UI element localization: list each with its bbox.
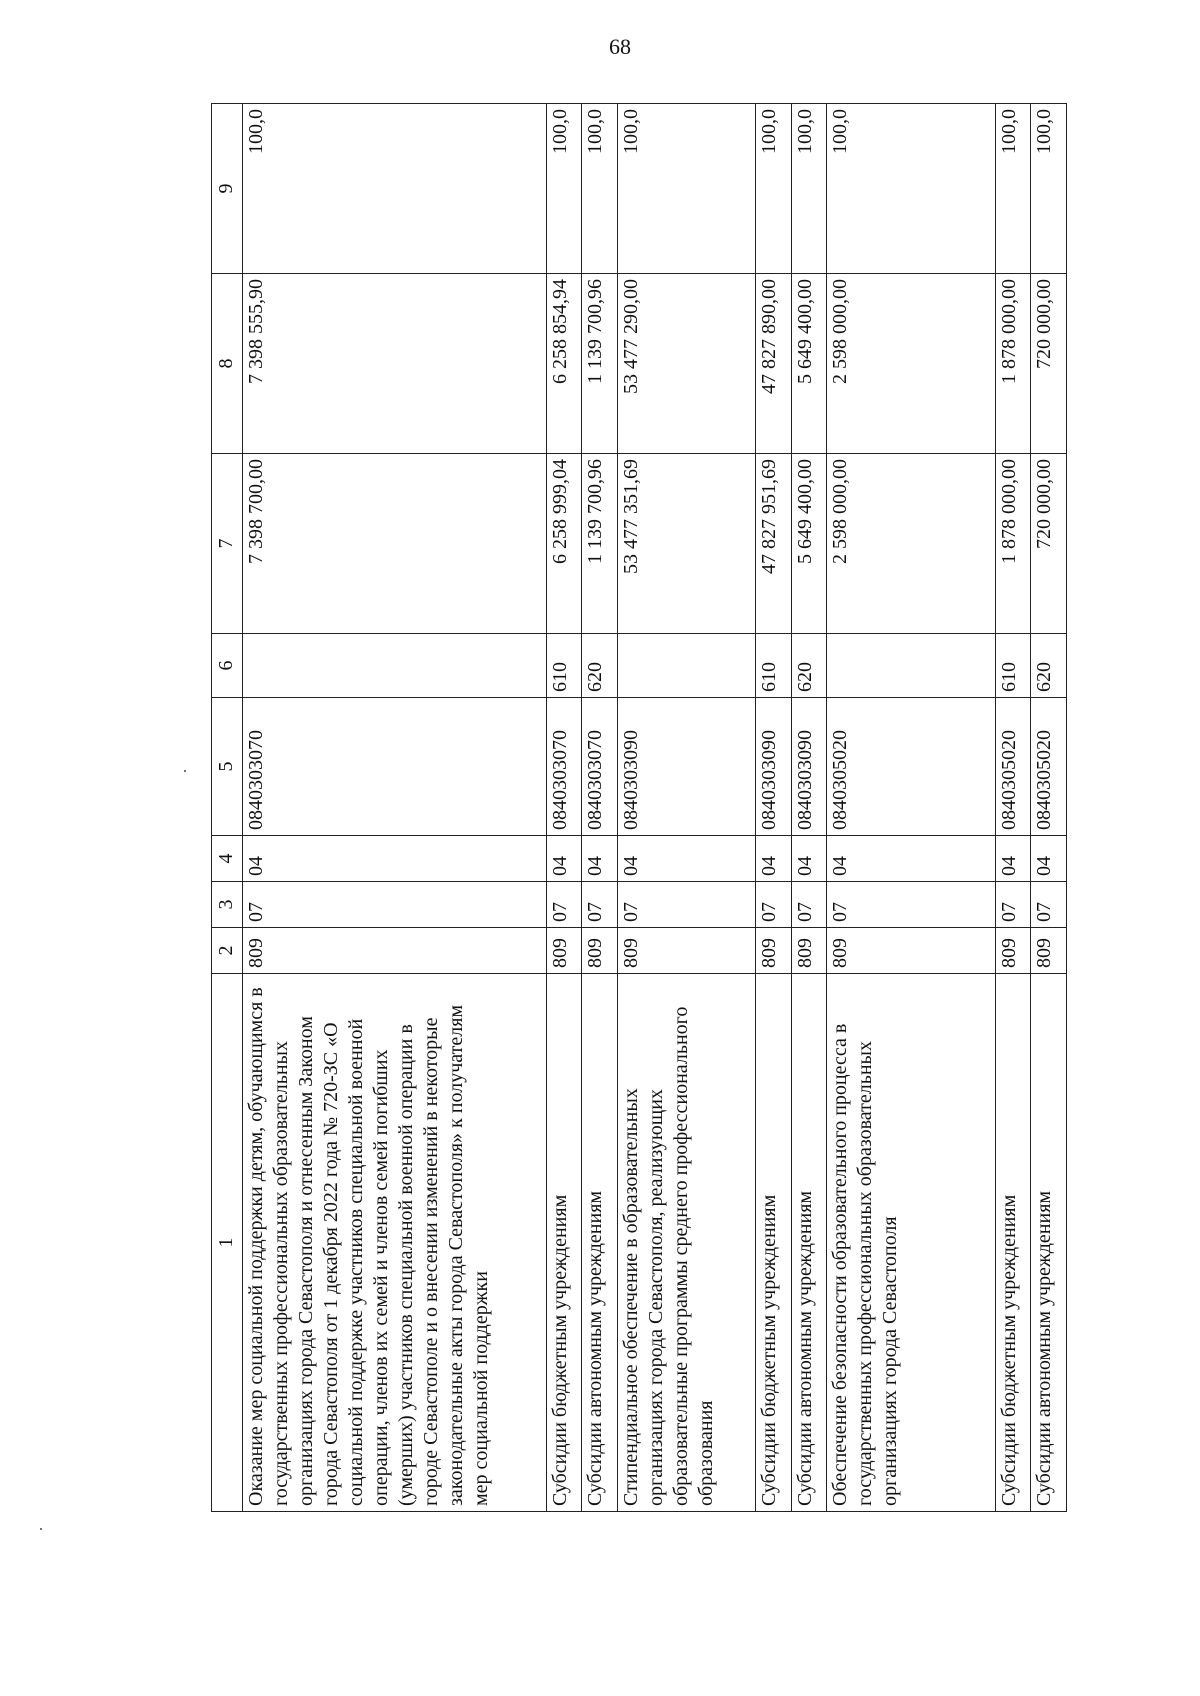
executed-amount: 5 649 400,00 <box>791 274 827 454</box>
table-row <box>827 104 995 1512</box>
row-description: Субсидии бюджетным учреждениям <box>546 974 582 1512</box>
execution-percent: 100,0 <box>582 104 618 274</box>
row-description: Субсидии бюджетным учреждениям <box>995 974 1031 1512</box>
executed-amount: 2 598 000,00 <box>827 274 995 454</box>
planned-amount: 2 598 000,00 <box>827 454 995 634</box>
column-header: 7 <box>212 454 243 634</box>
table-header-row <box>212 104 243 1512</box>
table-row <box>242 104 546 1512</box>
execution-percent: 100,0 <box>791 104 827 274</box>
execution-percent: 100,0 <box>617 104 756 274</box>
section-code: 07 <box>995 882 1031 928</box>
planned-amount: 1 139 700,96 <box>582 454 618 634</box>
planned-amount: 53 477 351,69 <box>617 454 756 634</box>
subsection-code: 04 <box>617 836 756 882</box>
ministry-code: 809 <box>1031 928 1067 974</box>
row-description: Субсидии автономным учреждениям <box>791 974 827 1512</box>
ministry-code: 809 <box>827 928 995 974</box>
planned-amount: 720 000,00 <box>1031 454 1067 634</box>
expense-type-code <box>617 634 756 698</box>
execution-percent: 100,0 <box>756 104 792 274</box>
expense-type-code: 610 <box>756 634 792 698</box>
execution-percent: 100,0 <box>995 104 1031 274</box>
column-header: 5 <box>212 698 243 836</box>
target-article-code: 0840303090 <box>617 698 756 836</box>
subsection-code: 04 <box>995 836 1031 882</box>
table-row <box>791 104 827 1512</box>
executed-amount: 1 878 000,00 <box>995 274 1031 454</box>
column-header: 8 <box>212 274 243 454</box>
expense-type-code: 620 <box>791 634 827 698</box>
target-article-code: 0840303070 <box>582 698 618 836</box>
table-row <box>617 104 756 1512</box>
ministry-code: 809 <box>242 928 546 974</box>
expense-type-code <box>242 634 546 698</box>
column-header: 6 <box>212 634 243 698</box>
section-code: 07 <box>617 882 756 928</box>
subsection-code: 04 <box>582 836 618 882</box>
ministry-code: 809 <box>546 928 582 974</box>
planned-amount: 6 258 999,04 <box>546 454 582 634</box>
ministry-code: 809 <box>617 928 756 974</box>
ministry-code: 809 <box>791 928 827 974</box>
executed-amount: 1 139 700,96 <box>582 274 618 454</box>
target-article-code: 0840305020 <box>995 698 1031 836</box>
executed-amount: 720 000,00 <box>1031 274 1067 454</box>
table-row <box>582 104 618 1512</box>
subsection-code: 04 <box>827 836 995 882</box>
executed-amount: 47 827 890,00 <box>756 274 792 454</box>
execution-percent: 100,0 <box>1031 104 1067 274</box>
planned-amount: 7 398 700,00 <box>242 454 546 634</box>
row-description: Субсидии автономным учреждениям <box>1031 974 1067 1512</box>
executed-amount: 7 398 555,90 <box>242 274 546 454</box>
target-article-code: 0840303090 <box>756 698 792 836</box>
column-header: 3 <box>212 882 243 928</box>
section-code: 07 <box>791 882 827 928</box>
expense-type-code: 620 <box>582 634 618 698</box>
table-row <box>1031 104 1067 1512</box>
target-article-code: 0840303070 <box>546 698 582 836</box>
executed-amount: 53 477 290,00 <box>617 274 756 454</box>
rotated-table-container <box>211 104 1067 1512</box>
section-code: 07 <box>242 882 546 928</box>
section-code: 07 <box>582 882 618 928</box>
subsection-code: 04 <box>546 836 582 882</box>
subsection-code: 04 <box>756 836 792 882</box>
budget-table <box>211 103 1067 1512</box>
row-description: Оказание мер социальной поддержки детям, обучающимся в государственных профессиональных образовательных организациях города Севастополя и отнесенным Законом города Севастополя от 1 декабря 2022 года № 720-ЗС «О социальной поддержке участников специальной военной операции, членов их семей и членов семей погибших (умерших) участников специальной военной операции в городе Севастополе и о внесении изменений в некоторые законодательные акты города Севастополя» к получателям мер социальной поддержки <box>242 974 546 1512</box>
table-row <box>995 104 1031 1512</box>
scan-speck <box>184 770 186 772</box>
ministry-code: 809 <box>582 928 618 974</box>
column-header: 2 <box>212 928 243 974</box>
target-article-code: 0840305020 <box>827 698 995 836</box>
scan-speck <box>40 1528 42 1530</box>
section-code: 07 <box>546 882 582 928</box>
planned-amount: 5 649 400,00 <box>791 454 827 634</box>
row-description: Субсидии автономным учреждениям <box>582 974 618 1512</box>
section-code: 07 <box>1031 882 1067 928</box>
planned-amount: 1 878 000,00 <box>995 454 1031 634</box>
expense-type-code: 610 <box>995 634 1031 698</box>
section-code: 07 <box>756 882 792 928</box>
column-header: 9 <box>212 104 243 274</box>
target-article-code: 0840305020 <box>1031 698 1067 836</box>
row-description: Стипендиальное обеспечение в образовательных организациях города Севастополя, реализующих образовательные программы среднего профессионального образования <box>617 974 756 1512</box>
expense-type-code <box>827 634 995 698</box>
ministry-code: 809 <box>756 928 792 974</box>
target-article-code: 0840303090 <box>791 698 827 836</box>
column-header: 1 <box>212 974 243 1512</box>
section-code: 07 <box>827 882 995 928</box>
execution-percent: 100,0 <box>242 104 546 274</box>
table-row <box>546 104 582 1512</box>
column-header: 4 <box>212 836 243 882</box>
table-row <box>756 104 792 1512</box>
page-number: 68 <box>609 34 631 59</box>
subsection-code: 04 <box>791 836 827 882</box>
subsection-code: 04 <box>1031 836 1067 882</box>
row-description: Обеспечение безопасности образовательного процесса в государственных профессиональных образовательных организациях города Севастополя <box>827 974 995 1512</box>
target-article-code: 0840303070 <box>242 698 546 836</box>
expense-type-code: 620 <box>1031 634 1067 698</box>
subsection-code: 04 <box>242 836 546 882</box>
execution-percent: 100,0 <box>546 104 582 274</box>
planned-amount: 47 827 951,69 <box>756 454 792 634</box>
execution-percent: 100,0 <box>827 104 995 274</box>
expense-type-code: 610 <box>546 634 582 698</box>
row-description: Субсидии бюджетным учреждениям <box>756 974 792 1512</box>
ministry-code: 809 <box>995 928 1031 974</box>
executed-amount: 6 258 854,94 <box>546 274 582 454</box>
